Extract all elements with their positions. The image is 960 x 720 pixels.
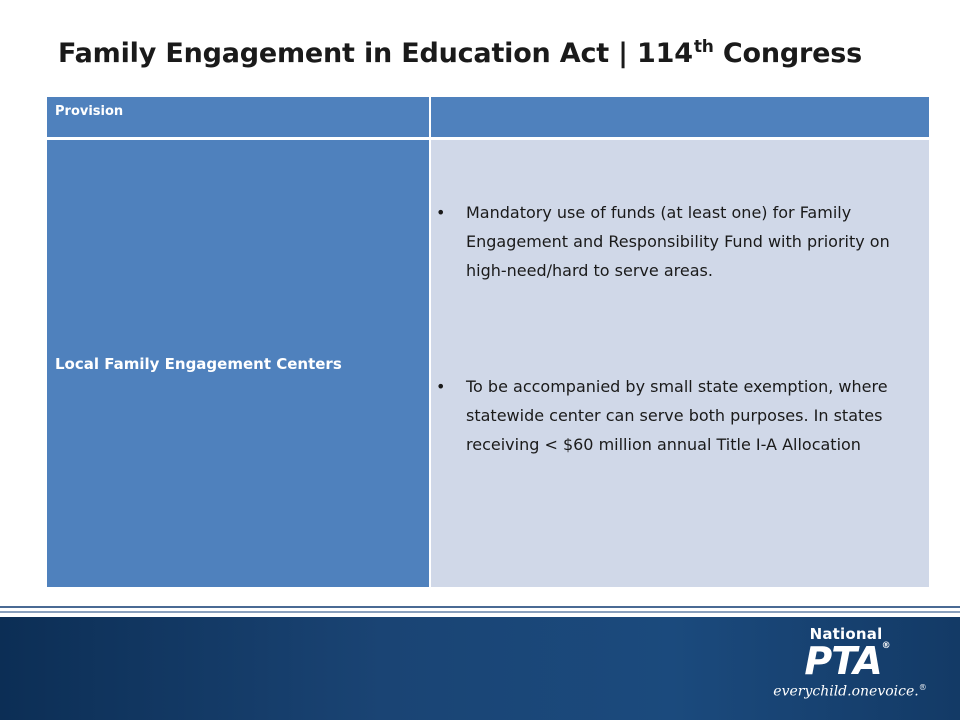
footer-divider-light — [0, 611, 960, 613]
national-pta-logo — [764, 623, 944, 713]
list-item — [436, 372, 916, 459]
table-row-label: Local Family Engagement Centers — [55, 354, 342, 373]
footer-banner — [0, 617, 960, 720]
logo-pta-wordmark — [782, 639, 912, 683]
slide-title — [58, 38, 862, 69]
bullet-icon: • — [436, 377, 446, 396]
table-header-provision — [47, 97, 429, 137]
bullet-text: To be accompanied by small state exemption, where statewide center can serve both purposes. In states receiving < $60 million annual Title I-A Allocation — [466, 377, 888, 454]
footer-divider-dark — [0, 606, 960, 608]
logo-registered-mark: ® — [881, 641, 890, 651]
bullet-icon: • — [436, 203, 446, 222]
list-item — [436, 198, 916, 285]
slide-title-end: Congress — [713, 38, 862, 69]
logo-tagline — [760, 683, 940, 700]
logo-pta-text: PTA — [804, 639, 882, 683]
table-header-provision-label: Provision — [55, 104, 124, 119]
table-header-details — [431, 97, 929, 137]
logo-national-text: National — [809, 625, 883, 643]
provision-table — [47, 97, 929, 587]
logo-tagline-text: everychild.onevoice. — [773, 683, 919, 700]
logo-tagline-mark: ® — [918, 683, 927, 692]
slide-title-superscript: th — [693, 37, 714, 57]
slide-title-main: Family Engagement in Education Act | 114 — [58, 38, 693, 69]
table-row-details-cell — [431, 140, 929, 587]
bullet-text: Mandatory use of funds (at least one) for Family Engagement and Responsibility Fund with priority on high-need/hard to serve areas. — [466, 203, 890, 280]
table-row-label-cell — [47, 140, 429, 587]
